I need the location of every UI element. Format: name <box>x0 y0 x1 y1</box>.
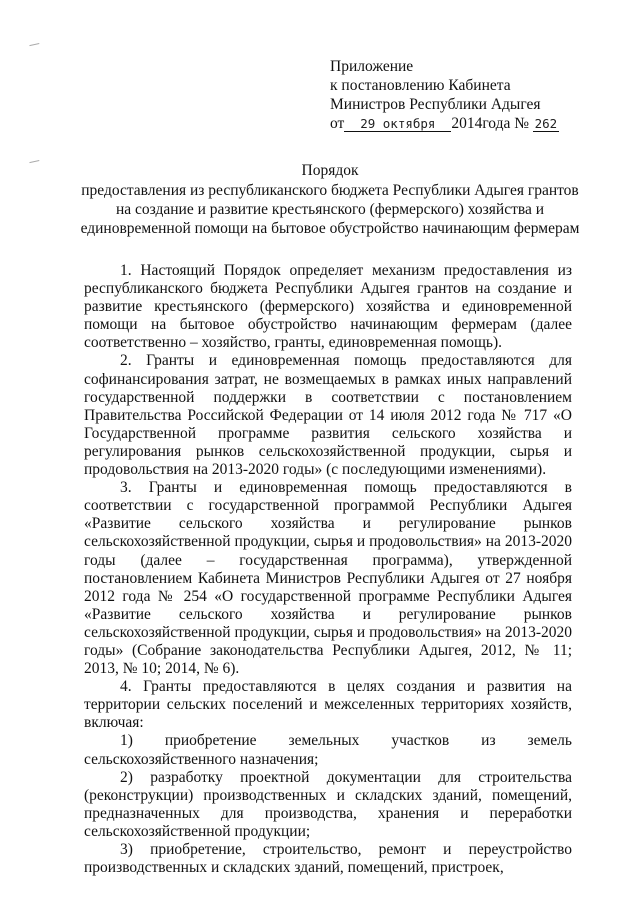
title-line-2: на создание и развитие крестьянского (фермерского) хозяйства и <box>115 201 545 218</box>
date-prefix: от <box>330 115 345 132</box>
paragraph-2: 2. Гранты и единовременная помощь предоставляются для софинансирования затрат, не возмещаемых в рамках иных направлений государственной поддержки в соответствии с постановлением Правительства Российской Федерации от 14 июля 2012 года № 717 «О Государственной программе развития сельского хозяйства и регулирования рынков сельскохозяйственной продукции, сырья и продовольствия на 2013-2020 годы» (с последующими изменениями). <box>84 352 572 479</box>
appendix-date-line <box>330 114 620 133</box>
paragraph-3: 3. Гранты и единовременная помощь предоставляются в соответствии с государственной программой Республики Адыгея «Развитие сельского хозяйства и регулирование рынков сельскохозяйственной продукции, сырья и продовольствия» на 2013-2020 годы (далее – государственная программа), утвержденной постановлением Кабинета Министров Республики Адыгея от 27 ноября 2012 года № 254 «О государственной программе Республики Адыгея «Развитие сельского хозяйства и регулирование рынков сельскохозяйственной продукции, сырья и продовольствия» на 2013-2020 годы» (Собрание законодательства Республики Адыгея, 2012, № 11; 2013, № 10; 2014, № 6). <box>84 479 572 678</box>
appendix-line-1: Приложение <box>330 58 414 75</box>
handwritten-date: 29 октября <box>344 117 451 132</box>
handwritten-number: 262 <box>534 116 558 131</box>
list-item-2: 2) разработку проектной документации для строительства (реконструкции) производственных и складских зданий, помещений, предназначенных для производства, хранения и переработки сельскохозяйственной продукции; <box>84 768 572 840</box>
appendix-line-2: к постановлению Кабинета <box>330 77 511 94</box>
title-line-1: предоставления из республиканского бюджета Республики Адыгея грантов <box>81 182 579 199</box>
list-item-1: 1) приобретение земельных участков из земель сельскохозяйственного назначения; <box>84 732 572 768</box>
scan-margin-mark <box>29 43 40 52</box>
appendix-block <box>330 57 620 133</box>
title-line-3: единовременной помощи на бытовое обустройство начинающим фермерам <box>80 220 580 237</box>
paragraph-4: 4. Гранты предоставляются в целях создания и развития на территории сельских поселений и межселенных территориях хозяйств, включая: <box>84 678 572 732</box>
appendix-line-3: Министров Республики Адыгея <box>330 96 541 113</box>
paragraph-1: 1. Настоящий Порядок определяет механизм предоставления из республиканского бюджета Республики Адыгея грантов на создание и развитие крестьянского (фермерского) хозяйства и единовременной помощи на бытовое обустройство начинающим фермерам (далее соответственно – хозяйство, гранты, единовременная помощь). <box>84 262 572 352</box>
document-body <box>84 262 572 877</box>
document-title <box>80 161 580 238</box>
year-suffix: 2014года № <box>451 115 530 132</box>
list-item-3: 3) приобретение, строительство, ремонт и переустройство производственных и складских зданий, помещений, пристроек, <box>84 841 572 877</box>
title-heading: Порядок <box>301 162 359 179</box>
scan-margin-mark <box>29 160 40 169</box>
